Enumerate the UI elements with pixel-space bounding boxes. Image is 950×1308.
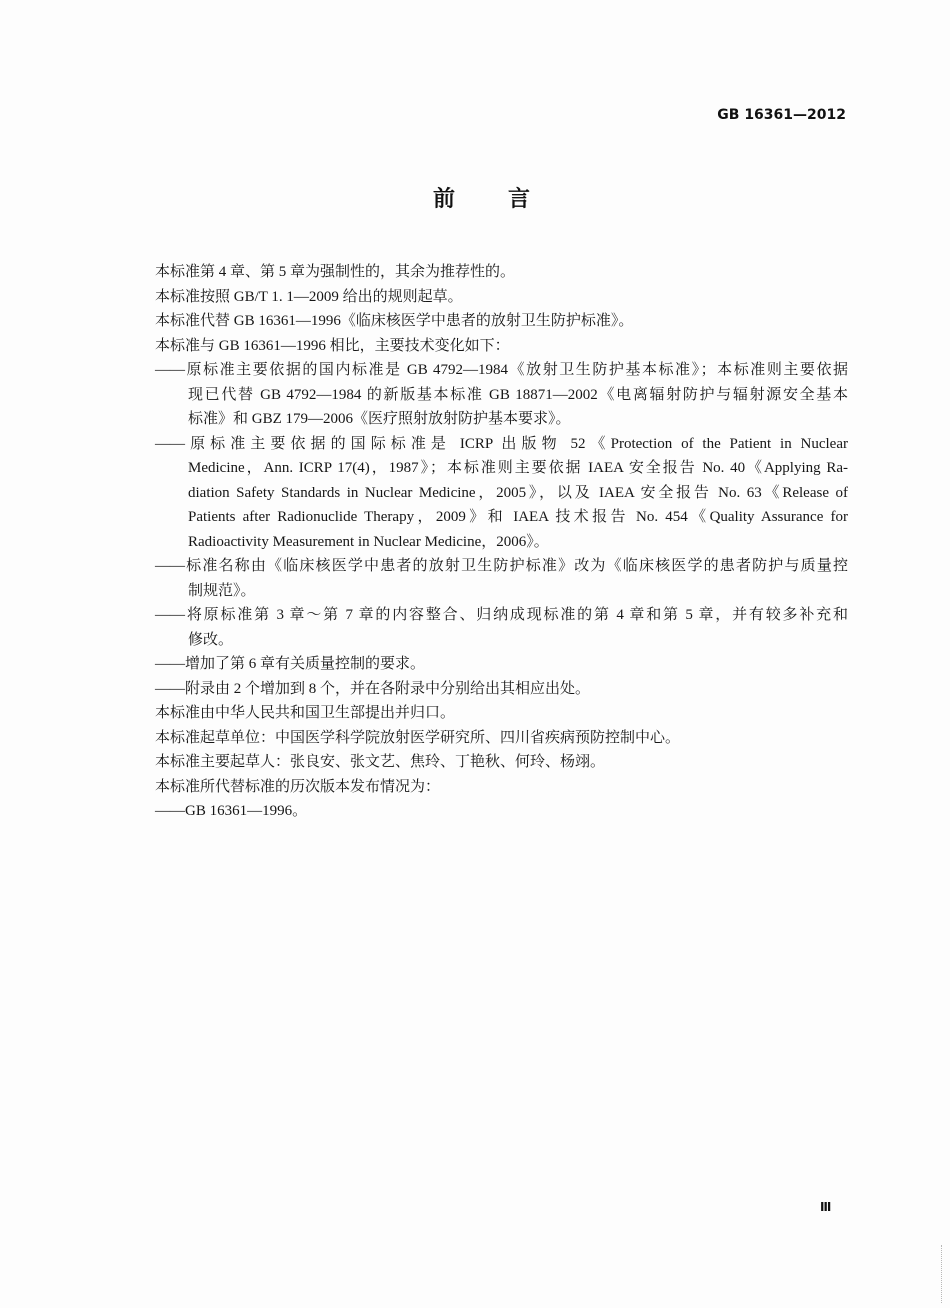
paragraph-drafting-organizations [155, 726, 848, 751]
change-item-title-change [155, 554, 848, 603]
text-line: 现已代替 GB 4792—1984 的新版基本标准 GB 18871—2002《电离辐射防护与辐射源安全基本 [188, 386, 848, 403]
text-line: ——原标准主要依据的国际标准是 ICRP 出版物 52《Protection of the Patient in Nuclear [155, 435, 848, 452]
change-item-chapter-merge [155, 603, 848, 652]
text-line: 本标准主要起草人：张良安、张文艺、焦玲、丁艳秋、何玲、杨翊。 [155, 754, 606, 770]
text-line: 本标准由中华人民共和国卫生部提出并归口。 [155, 705, 456, 721]
text-line: 制规范》。 [188, 582, 256, 599]
paragraph-drafting-rules [155, 285, 848, 310]
text-line: Radioactivity Measurement in Nuclear Medicine，2006》。 [188, 533, 549, 550]
text-line: ——增加了第 6 章有关质量控制的要求。 [155, 656, 426, 672]
text-line: 本标准第 4 章、第 5 章为强制性的，其余为推荐性的。 [155, 264, 516, 280]
text-line: 本标准与 GB 16361—1996 相比，主要技术变化如下： [155, 337, 510, 354]
paragraph-proposing-body [155, 701, 848, 726]
standard-number: GB 16361—2012 [717, 107, 846, 123]
text-line: ——标准名称由《临床核医学中患者的放射卫生防护标准》改为《临床核医学的患者防护与质量控 [155, 558, 848, 574]
text-line: ——原标准主要依据的国内标准是 GB 4792—1984《放射卫生防护基本标准》；本标准则主要依据 [155, 362, 848, 378]
preface-body [155, 260, 848, 824]
paragraph-replaces-standard [155, 309, 848, 334]
paragraph-previous-editions [155, 775, 848, 800]
text-line: Patients after Radionuclide Therapy，2009》和 IAEA 技术报告 No. 454《Quality Assurance for [188, 509, 848, 525]
scan-edge-mark [941, 1245, 942, 1303]
text-line: 本标准起草单位：中国医学科学院放射医学研究所、四川省疾病预防控制中心。 [155, 729, 681, 746]
change-item-quality-control [155, 652, 848, 677]
change-item-annexes [155, 677, 848, 702]
change-item-international-basis [155, 432, 848, 555]
paragraph-drafters [155, 750, 848, 775]
paragraph-changes-intro [155, 334, 848, 359]
change-item-domestic-basis [155, 358, 848, 432]
text-line: 标准》和 GBZ 179—2006《医疗照射放射防护基本要求》。 [188, 411, 571, 427]
list-item-previous-edition [155, 799, 848, 824]
text-line: ——将原标准第 3 章～第 7 章的内容整合、归纳成现标准的第 4 章和第 5 章，并有较多补充和 [155, 607, 848, 623]
text-line: 本标准所代替标准的历次版本发布情况为： [155, 778, 441, 795]
page-title: 前言 [433, 187, 584, 212]
page-number: Ⅲ [820, 1200, 832, 1214]
text-line: 修改。 [188, 631, 234, 648]
text-line: ——附录由 2 个增加到 8 个，并在各附录中分别给出其相应出处。 [155, 680, 591, 697]
text-line: ——GB 16361—1996。 [155, 803, 308, 819]
text-line: 本标准代替 GB 16361—1996《临床核医学中患者的放射卫生防护标准》。 [155, 313, 634, 329]
paragraph-mandatory-clauses [155, 260, 848, 285]
text-line: diation Safety Standards in Nuclear Medicine，2005》，以及 IAEA 安全报告 No. 63《Release of [188, 484, 848, 501]
text-line: 本标准按照 GB/T 1. 1—2009 给出的规则起草。 [155, 288, 463, 305]
text-line: Medicine，Ann. ICRP 17(4)，1987》；本标准则主要依据 IAEA 安全报告 No. 40《Applying Ra- [188, 460, 848, 476]
